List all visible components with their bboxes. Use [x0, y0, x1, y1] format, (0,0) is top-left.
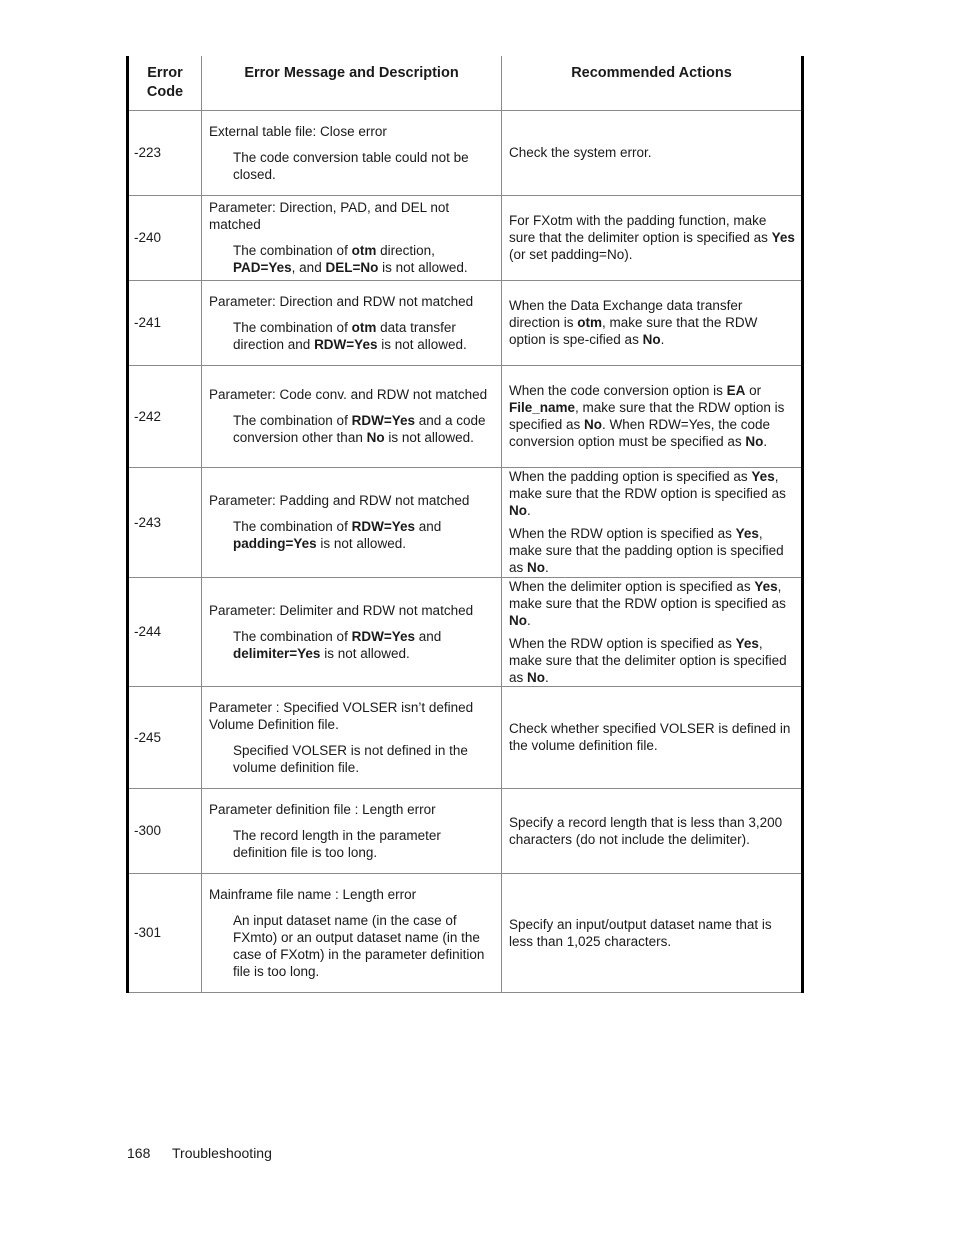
emphasis-text: No	[584, 417, 603, 432]
text-run: , make sure that the padding option is specified as	[509, 526, 784, 575]
recommended-action	[502, 577, 803, 686]
error-code: -300	[128, 788, 202, 873]
text-run: An input dataset name (in the case of FXmto) or an output dataset name (in the case of FXotm) in the parameter definition file is too long.	[233, 912, 485, 979]
text-run: (or set padding=No).	[509, 247, 633, 262]
error-code: -301	[128, 873, 202, 992]
action-paragraph	[509, 212, 795, 263]
error-message-title: Parameter: Delimiter and RDW not matched	[209, 602, 474, 618]
table-row	[128, 280, 803, 365]
recommended-action	[502, 788, 803, 873]
page-number: 168	[127, 1145, 151, 1161]
error-message-title: Parameter: Padding and RDW not matched	[209, 493, 470, 508]
text-run: , and	[291, 260, 326, 275]
text-run: The code conversion table could not be closed.	[233, 149, 469, 182]
action-paragraph	[509, 297, 795, 348]
error-description	[233, 628, 495, 662]
emphasis-text: padding=Yes	[233, 536, 317, 551]
table-row	[128, 110, 803, 195]
text-run: , make sure that the RDW option is specified as	[509, 400, 785, 432]
emphasis-text: Yes	[735, 635, 759, 651]
error-message	[202, 577, 502, 686]
error-description	[233, 149, 495, 183]
emphasis-text: No	[366, 430, 385, 445]
table-header-row	[128, 56, 803, 110]
action-paragraph	[509, 720, 795, 754]
table-row	[128, 365, 803, 467]
section-name: Troubleshooting	[172, 1145, 272, 1161]
table-row	[128, 467, 803, 577]
emphasis-text: No	[642, 332, 661, 347]
table-body	[128, 110, 803, 992]
text-run: The combination of	[233, 628, 352, 644]
text-run: The combination of	[233, 519, 352, 534]
emphasis-text: No	[509, 612, 527, 628]
header-error-message: Error Message and Description	[202, 56, 502, 110]
action-paragraph	[509, 578, 795, 629]
emphasis-text: EA	[726, 383, 746, 398]
error-message-title: Parameter: Direction and RDW not matched	[209, 293, 474, 309]
action-paragraph	[509, 382, 795, 450]
recommended-action	[502, 686, 803, 788]
emphasis-text: delimiter=Yes	[233, 645, 321, 661]
header-recommended-actions: Recommended Actions	[502, 56, 803, 110]
error-message-title: Parameter: Direction, PAD, and DEL not matched	[209, 200, 450, 232]
text-run: When the RDW option is specified as	[509, 635, 736, 651]
text-run: Check whether specified VOLSER is defined in the volume definition file.	[509, 721, 791, 753]
text-run: .	[763, 434, 768, 449]
emphasis-text: PAD=Yes	[233, 260, 292, 275]
emphasis-text: File_name	[509, 400, 576, 415]
text-run: , make sure that the RDW option is specified as	[509, 469, 786, 501]
table-row	[128, 195, 803, 280]
text-run: or	[745, 383, 762, 398]
text-run: .	[545, 560, 549, 575]
header-error-code: Error Code	[128, 56, 202, 110]
action-paragraph	[509, 814, 795, 848]
error-code: -242	[128, 365, 202, 467]
error-message-title: Parameter: Code conv. and RDW not matched	[209, 387, 488, 402]
text-run: The combination of	[233, 243, 352, 258]
emphasis-text: No	[509, 503, 527, 518]
text-run: data transfer direction and	[233, 319, 456, 352]
text-run: When the Data Exchange data transfer direction is	[509, 298, 743, 330]
text-run: The combination of	[233, 319, 352, 335]
text-run: is not allowed.	[316, 536, 406, 551]
emphasis-text: otm	[351, 319, 377, 335]
error-message-title: Mainframe file name : Length error	[209, 886, 417, 902]
emphasis-text: RDW=Yes	[351, 413, 415, 428]
text-run: Specify a record length that is less than 3,200 characters (do not include the delimiter).	[509, 814, 783, 847]
error-description	[233, 412, 495, 446]
error-code: -223	[128, 110, 202, 195]
text-run: .	[527, 612, 531, 628]
recommended-action	[502, 280, 803, 365]
error-message	[202, 686, 502, 788]
text-run: is not allowed.	[384, 430, 474, 445]
text-run: is not allowed.	[377, 336, 467, 352]
text-run: When the delimiter option is specified as	[509, 578, 755, 594]
recommended-action	[502, 110, 803, 195]
error-message	[202, 110, 502, 195]
text-run: .	[527, 503, 531, 518]
error-code: -245	[128, 686, 202, 788]
error-message	[202, 873, 502, 992]
table-row	[128, 577, 803, 686]
text-run: direction,	[376, 243, 435, 258]
error-description	[233, 827, 495, 861]
error-code: -240	[128, 195, 202, 280]
text-run: Specify an input/output dataset name that is less than 1,025 characters.	[509, 916, 772, 949]
emphasis-text: RDW=Yes	[351, 628, 415, 644]
recommended-action	[502, 195, 803, 280]
emphasis-text: Yes	[735, 526, 759, 541]
emphasis-text: otm	[577, 315, 603, 330]
text-run: When the RDW option is specified as	[509, 526, 736, 541]
emphasis-text: otm	[351, 243, 377, 258]
error-description	[233, 518, 495, 552]
emphasis-text: Yes	[751, 469, 775, 484]
error-description	[233, 912, 495, 980]
error-code: -241	[128, 280, 202, 365]
text-run: , make sure that the RDW option is spe-cified as	[509, 315, 758, 347]
emphasis-text: RDW=Yes	[314, 336, 378, 352]
error-message	[202, 788, 502, 873]
error-code: -244	[128, 577, 202, 686]
action-paragraph	[509, 144, 795, 161]
text-run: For FXotm with the padding function, make sure that the delimiter option is specified as	[509, 213, 772, 245]
action-paragraph	[509, 916, 795, 950]
table-row	[128, 788, 803, 873]
text-run: is not allowed.	[378, 260, 468, 275]
error-message	[202, 195, 502, 280]
text-run: , make sure that the delimiter option is specified as	[509, 635, 787, 685]
text-run: , make sure that the RDW option is specified as	[509, 578, 786, 611]
recommended-action	[502, 467, 803, 577]
emphasis-text: DEL=No	[325, 260, 379, 275]
page-footer	[127, 1145, 272, 1162]
action-paragraph	[509, 525, 795, 576]
text-run: . When RDW=Yes, the code conversion option must be specified as	[509, 417, 771, 449]
text-run: and a code conversion other than	[233, 413, 486, 445]
table-row	[128, 686, 803, 788]
action-paragraph	[509, 468, 795, 519]
text-run: Check the system error.	[509, 145, 652, 160]
emphasis-text: No	[527, 560, 546, 575]
recommended-action	[502, 873, 803, 992]
error-message-title: External table file: Close error	[209, 123, 387, 139]
error-message	[202, 365, 502, 467]
emphasis-text: Yes	[754, 578, 778, 594]
table-row	[128, 873, 803, 992]
emphasis-text: RDW=Yes	[351, 519, 415, 534]
text-run: Specified VOLSER is not defined in the volume definition file.	[233, 742, 468, 775]
text-run: .	[660, 332, 665, 347]
text-run: and	[414, 628, 442, 644]
error-message-title: Parameter definition file : Length error	[209, 801, 436, 817]
error-message	[202, 280, 502, 365]
error-message-title: Parameter : Specified VOLSER isn’t defined Volume Definition file.	[209, 699, 474, 732]
text-run: is not allowed.	[320, 645, 410, 661]
text-run: and	[414, 519, 442, 534]
emphasis-text: Yes	[771, 230, 795, 245]
emphasis-text: No	[527, 669, 546, 685]
emphasis-text: No	[745, 434, 764, 449]
text-run: When the code conversion option is	[509, 383, 727, 398]
error-description	[233, 742, 495, 776]
text-run: When the padding option is specified as	[509, 469, 752, 484]
error-message	[202, 467, 502, 577]
error-code-table	[126, 56, 804, 993]
error-description	[233, 319, 495, 353]
text-run: The combination of	[233, 413, 352, 428]
error-description	[233, 242, 495, 276]
action-paragraph	[509, 635, 795, 686]
text-run: The record length in the parameter definition file is too long.	[233, 827, 441, 860]
recommended-action	[502, 365, 803, 467]
text-run: .	[545, 669, 549, 685]
error-code: -243	[128, 467, 202, 577]
